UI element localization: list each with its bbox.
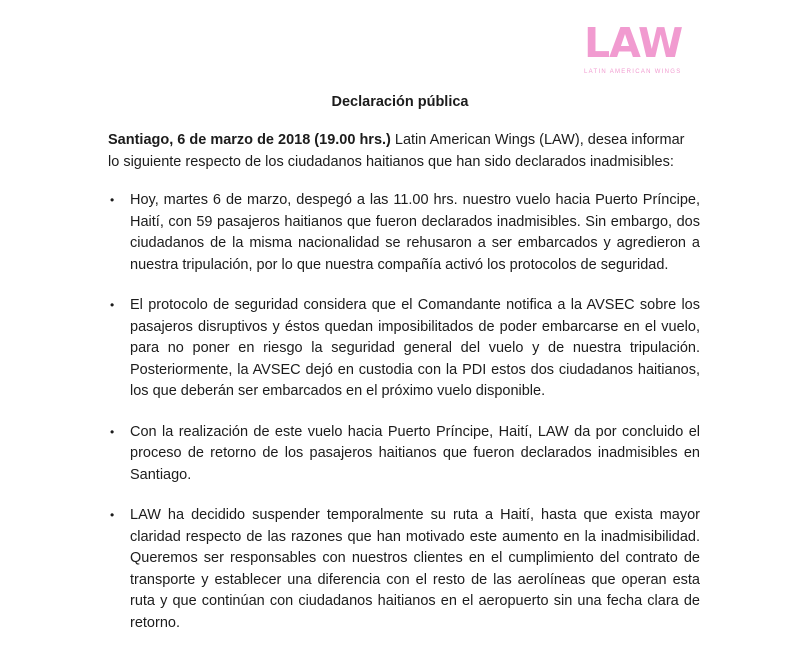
bullet-dot-icon: • [110, 508, 115, 522]
logo-tagline: LATIN AMERICAN WINGS [584, 69, 682, 75]
bullet-text: LAW ha decidido suspender temporalmente su ruta a Haití, hasta que exista mayor claridad respecto de las razones que han motivado este aumento en la inadmisibilidad. Queremos ser responsables con nuestros clientes en el cumplimiento del contrato de transporte y establecer una diferencia con el resto de las aerolíneas que operan esta ruta y que continúan con ciudadanos haitianos en el aeropuerto sin una fecha clara de retorno. [130, 507, 700, 631]
bullet-item [108, 505, 700, 634]
bullet-text: Con la realización de este vuelo hacia Puerto Príncipe, Haití, LAW da por concluido el proceso de retorno de los pasajeros haitianos que fueron declarados inadmisibles en Santiago. [130, 423, 700, 483]
document-title: Declaración pública [331, 94, 469, 110]
bullet-text: El protocolo de seguridad considera que el Comandante notifica a la AVSEC sobre los pasajeros disruptivos y éstos quedan imposibilitados de poder embarcarse en el vuelo, para no poner en riesgo la seguridad general del vuelo y de nuestra tripulación. Posteriormente, la AVSEC dejó en custodia con la PDI estos dos ciudadanos haitianos, los que deberán ser embarcados en el próximo vuelo disponible. [130, 297, 700, 399]
bullet-text: Hoy, martes 6 de marzo, despegó a las 11.00 hrs. nuestro vuelo hacia Puerto Príncipe, Haití, con 59 pasajeros haitianos que fueron declarados inadmisibles. Sin embargo, dos ciudadanos de la misma nacionalidad se rehusaron a ser embarcados y agredieron a nuestra tripulación, por lo que nuestra compañía activó los protocolos de seguridad. [130, 192, 700, 273]
intro-dateline: Santiago, 6 de marzo de 2018 (19.00 hrs.) [108, 132, 391, 148]
intro-text: Latin American Wings (LAW), desea informar lo siguiente respecto de los ciudadanos haitianos que han sido declarados inadmisibles: [108, 132, 685, 170]
bullet-dot-icon: • [110, 424, 115, 439]
bullet-dot-icon: • [110, 193, 115, 207]
law-logo [584, 18, 694, 80]
bullet-item [108, 190, 700, 276]
statement-bullet-list [108, 190, 700, 653]
logo-wordmark: LAW [584, 19, 683, 67]
intro-paragraph [108, 129, 698, 173]
bullet-item [108, 422, 700, 487]
bullet-dot-icon: • [110, 298, 115, 312]
bullet-item [108, 295, 700, 403]
